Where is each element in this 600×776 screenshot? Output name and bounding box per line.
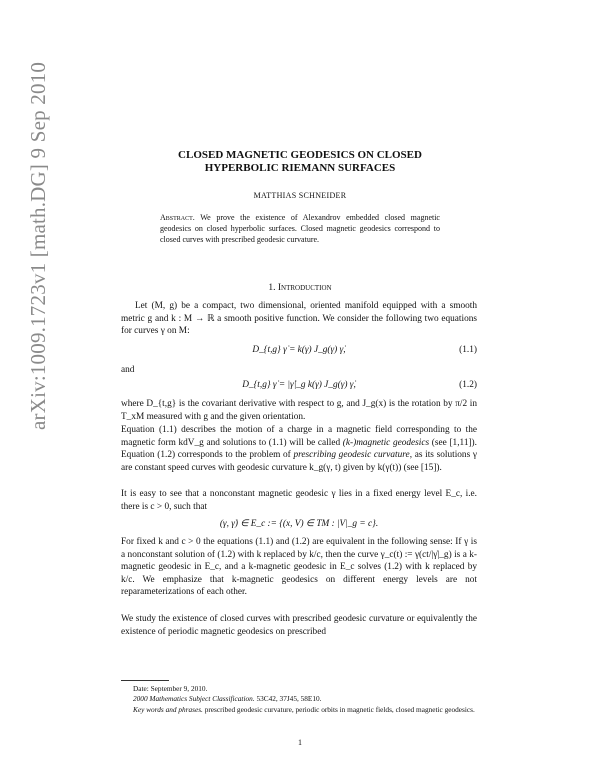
equation-1-2-formula: D_{t,g} γ̇ = |γ̇|_g k(γ) J_g(γ) γ̇, bbox=[242, 380, 356, 390]
abstract bbox=[160, 212, 440, 245]
abstract-label: Abstract. bbox=[160, 213, 195, 222]
footnote-msc-label: 2000 Mathematics Subject Classification. bbox=[133, 694, 255, 704]
footnote-rule bbox=[121, 680, 169, 681]
paragraph-energy-level: It is easy to see that a nonconstant magnetic geodesic γ lies in a fixed energy level E_c, i.e. there is c > 0, such that bbox=[121, 489, 477, 512]
equation-energy-formula: (γ, γ̇) ∈ E_c := {(x, V) ∈ TM : |V|_g = c}. bbox=[219, 519, 379, 529]
paragraph-intro: Let (M, g) be a compact, two dimensional, oriented manifold equipped with a smooth metric g and k : M → ℝ a smooth positive function. We consider the following two equations for curves γ on M: bbox=[121, 301, 477, 337]
p3-text-c: , as its solutions γ are constant speed curves with geodesic curvature k_g(γ, t) given by k(γ(t)) (see [15]). bbox=[121, 450, 477, 473]
equation-energy bbox=[121, 518, 477, 532]
footnote-date: Date: September 9, 2010. bbox=[133, 684, 208, 693]
p3-text-b: (see [1,11]). Equation (1.2) corresponds to the problem of bbox=[121, 437, 477, 461]
paragraph-covariant: where D_{t,g} is the covariant derivative with respect to g, and J_g(x) is the rotation by π/2 in T_xM measured with g and the given orientation. bbox=[121, 399, 477, 422]
paragraph-study: We study the existence of closed curves with prescribed geodesic curvature or equivalently the existence of periodic magnetic geodesics on prescribed bbox=[121, 614, 477, 637]
p3-text-a: Equation (1.1) describes the motion of a charge in a magnetic field corresponding to the magnetic form kdV_g and solutions to (1.1) will be called bbox=[121, 425, 477, 448]
equation-1-1-number: (1.1) bbox=[459, 345, 477, 355]
author-name: MATTHIAS SCHNEIDER bbox=[253, 191, 347, 200]
section-heading bbox=[120, 283, 480, 293]
arxiv-identifier[interactable]: arXiv:1009.1723v1 [math.DG] 9 Sep 2010 bbox=[26, 61, 50, 430]
footnote-msc bbox=[121, 694, 477, 704]
footnotes bbox=[121, 684, 477, 715]
footnote-keywords-text: prescribed geodesic curvature, periodic orbits in magnetic fields, closed magnetic geodesics. bbox=[204, 704, 475, 714]
section-title: 1. Introduction bbox=[268, 283, 332, 293]
paper-title-line-2: HYPERBOLIC RIEMANN SURFACES bbox=[204, 162, 396, 174]
equation-1-2-number: (1.2) bbox=[459, 380, 477, 390]
p3-emphasis-magnetic: (k-)magnetic geodesics bbox=[342, 437, 430, 448]
equation-1-2 bbox=[121, 380, 477, 394]
p3-emphasis-prescribing: prescribing geodesic curvature bbox=[293, 450, 410, 461]
paragraph-equivalence: For fixed k and c > 0 the equations (1.1) and (1.2) are equivalent in the following sense: If γ is a nonconstant solution of (1.2) with k replaced by k/c, then the curve γ_c(t) := γ(ct/|γ̇|_g) is a k-magnetic geodesic in E_c, and a k-magnetic geodesic in E_c solves (1.2) with k replaced by k/c. We emphasize that k-magnetic geodesics on different energy levels are not reparameterizations of each other. bbox=[121, 537, 477, 598]
footnote-keywords bbox=[121, 705, 477, 715]
equation-1-1-formula: D_{t,g} γ̇ = k(γ) J_g(γ) γ̇, bbox=[252, 345, 346, 355]
paper-title-line-1: CLOSED MAGNETIC GEODESICS ON CLOSED bbox=[178, 149, 422, 161]
footnote-msc-codes: 53C42, 37J45, 58E10. bbox=[256, 694, 322, 704]
paragraph-equation-meaning bbox=[121, 424, 477, 474]
abstract-text: We prove the existence of Alexandrov embedded closed magnetic geodesics on closed hyperbolic surfaces. Closed magnetic geodesics correspond to closed curves with prescribed geodesic curvature. bbox=[160, 213, 440, 244]
equation-1-1 bbox=[121, 345, 477, 359]
and-text: and bbox=[121, 365, 135, 375]
page-number: 1 bbox=[298, 738, 302, 747]
footnote-keywords-label: Key words and phrases. bbox=[133, 704, 203, 714]
